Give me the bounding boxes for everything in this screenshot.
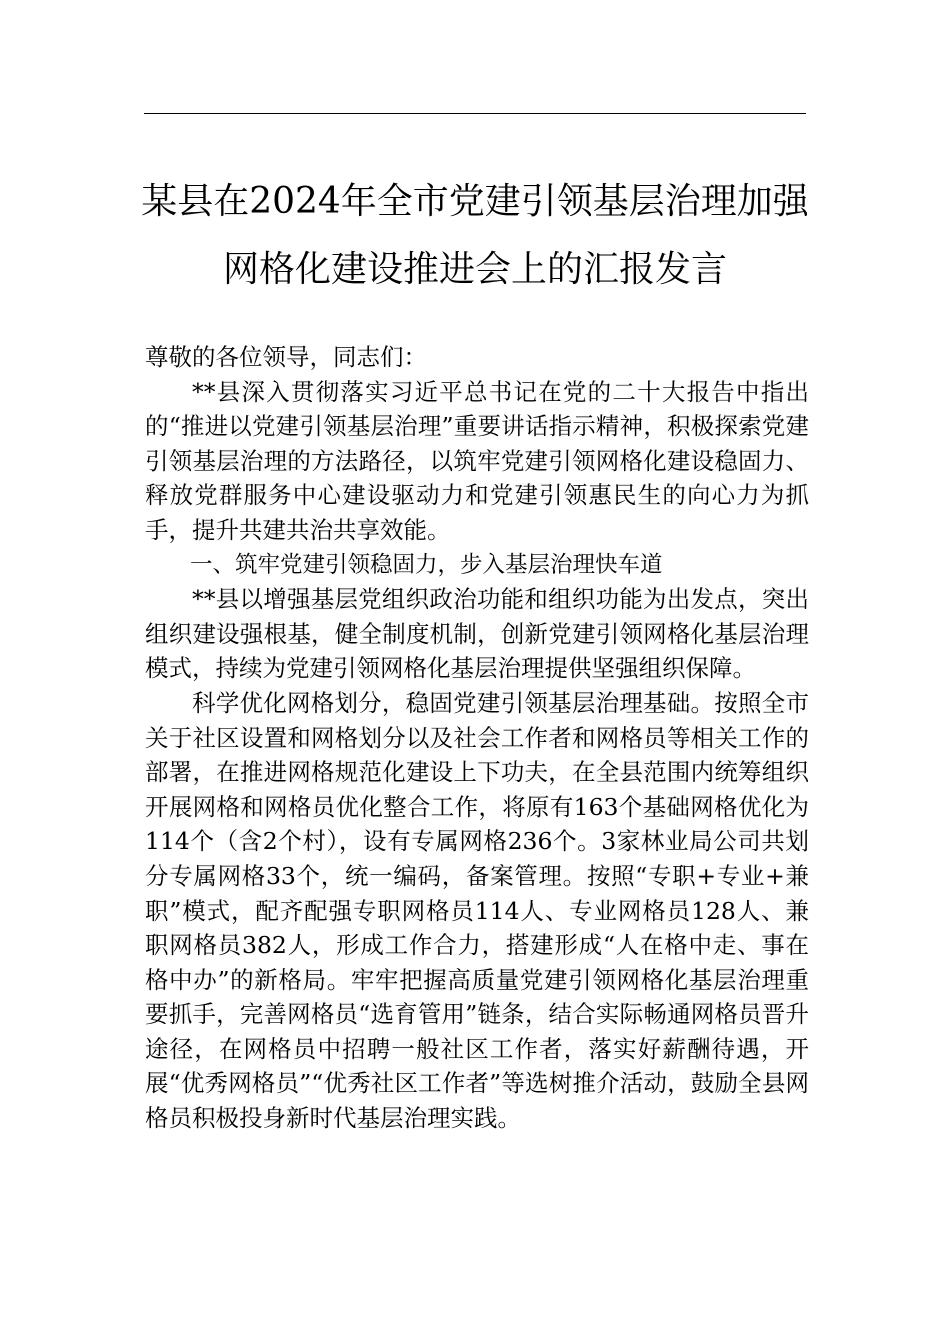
paragraph-grid-optimization: 科学优化网格划分，稳固党建引领基层治理基础。按照全市关于社区设置和网格划分以及社会工作者和网格员等相关工作的部署，在推进网格规范化建设上下功夫，在全县范围内统筹组织开展网格和网格员优化整合工作，将原有163个基础网格优化为114个（含2个村），设有专属网格236个。3家林业局公司共划分专属网格33个，统一编码，备案管理。按照“专职+专业+兼职”模式，配齐配强专职网格员114人、专业网格员128人、兼职网格员382人，形成工作合力，搭建形成“人在格中走、事在格中办”的新格局。牢牢把握高质量党建引领网格化基层治理重要抓手，完善网格员“选育管用”链条，结合实际畅通网格员晋升途径，在网格员中招聘一般社区工作者，落实好薪酬待遇，开展“优秀网格员”“优秀社区工作者”等选树推介活动，鼓励全县网格员积极投身新时代基层治理实践。 <box>145 688 810 1133</box>
paragraph-section1-intro: **县以增强基层党组织政治功能和组织功能为出发点，突出组织建设强根基，健全制度机制，创新党建引领网格化基层治理模式，持续为党建引领网格化基层治理提供坚强组织保障。 <box>145 585 809 683</box>
title-line-1: 某县在2024年全市党建引领基层治理加强 <box>141 181 809 222</box>
header-rule <box>144 113 806 114</box>
title-line-2: 网格化建设推进会上的汇报发言 <box>222 249 727 290</box>
greeting: 尊敬的各位领导，同志们： <box>145 343 427 371</box>
section-heading-1: 一、筑牢党建引领稳固力，步入基层治理快车道 <box>190 551 663 578</box>
paragraph-intro: **县深入贯彻落实习近平总书记在党的二十大报告中指出的“推进以党建引领基层治理”重要讲话指示精神，积极探索党建引领基层治理的方法路径，以筑牢党建引领网格化建设稳固力、释放党群服务中心建设驱动力和党建引领惠民生的向心力为抓手，提升共建共治共享效能。 <box>145 377 809 544</box>
document-title <box>120 168 830 304</box>
document-body <box>145 340 809 1136</box>
